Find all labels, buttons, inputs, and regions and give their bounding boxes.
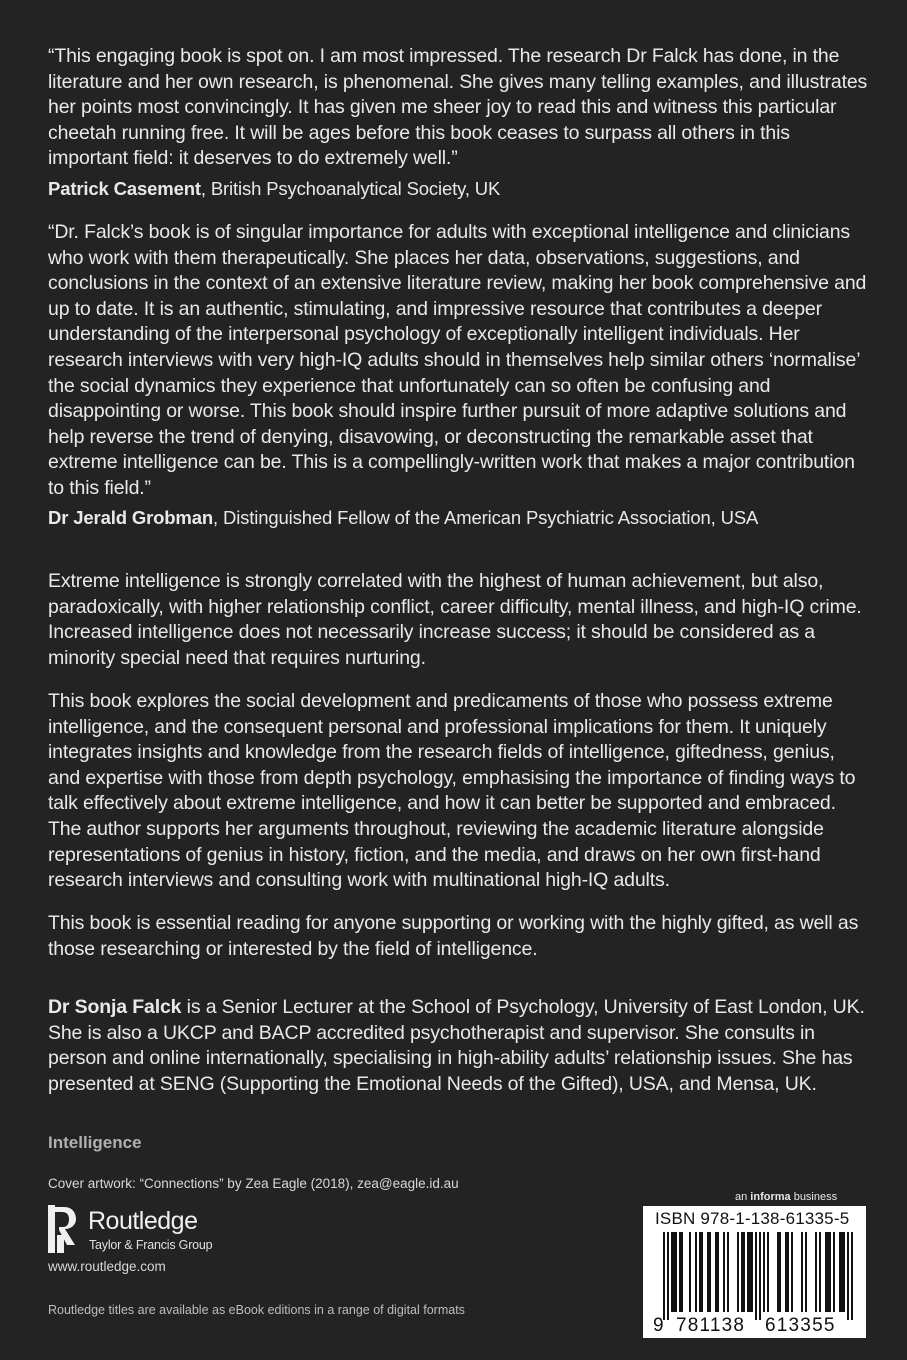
review-affiliation-1: , British Psychoanalytical Society, UK (200, 178, 501, 199)
barcode-bar (751, 1232, 753, 1312)
barcode-bar (675, 1232, 677, 1312)
barcode-bar (689, 1232, 691, 1312)
barcode-bar (727, 1232, 729, 1312)
barcode-bar (833, 1232, 835, 1312)
barcode-bar (663, 1232, 665, 1320)
barcode-bar (825, 1232, 827, 1312)
author-name: Dr Sonja Falck (48, 996, 182, 1018)
cover-artwork-credit: Cover artwork: “Connections” by Zea Eagle (2018), zea@eagle.id.au (48, 1176, 459, 1191)
barcode-bar (747, 1232, 749, 1312)
barcode-bar (717, 1232, 719, 1312)
ebook-note: Routledge titles are available as eBook editions in a range of digital formats (48, 1303, 465, 1317)
barcode-bar (779, 1232, 781, 1312)
informa-business-tag (735, 1191, 837, 1203)
barcode-bar (749, 1232, 751, 1312)
review-attribution-2 (48, 505, 758, 531)
isbn-text: ISBN 978-1-138-61335-5 (655, 1209, 850, 1228)
description-paragraph-2: This book explores the social development and predicaments of those who possess extreme intelligence, and the consequent personal and professional implications for them. It uniquely integrates insights and knowledge from the research fields of intelligence, giftedness, genius, and expertise with those from depth psychology, emphasising the importance of finding ways to talk effectively about extreme intelligence, and how it can better be supported and embraced. The author supports her arguments throughout, reviewing the academic literature alongside representations of genius in history, fiction, and the media, and draws on her own first-hand research interviews and consulting work with multinational high-IQ adults. (48, 690, 856, 892)
barcode-bar (829, 1232, 831, 1312)
publisher-group: Taylor & Francis Group (89, 1238, 213, 1252)
description-paragraph-1: Extreme intelligence is strongly correlated with the highest of human achievement, but also, paradoxically, with higher relationship conflict, career difficulty, mental illness, and high-IQ crime. Increased intelligence does not necessarily increase success; it should be considered as a minority special need that requires nurturing. (48, 570, 862, 669)
ean-first-digit: 9 (653, 1315, 665, 1336)
barcode-bar (737, 1232, 739, 1312)
informa-suffix: business (790, 1191, 838, 1203)
review-affiliation-2: , Distinguished Fellow of the American Psychiatric Association, USA (213, 507, 759, 528)
author-bio (48, 995, 868, 1097)
barcode-bar (671, 1232, 673, 1312)
barcode-bar (707, 1232, 709, 1312)
barcode-bar (667, 1232, 669, 1320)
barcode-bar (851, 1232, 853, 1320)
informa-brand: informa (750, 1191, 791, 1203)
barcode-bar (709, 1232, 711, 1312)
subject-category: Intelligence (48, 1133, 142, 1152)
barcode-bar (841, 1232, 843, 1312)
barcode-bar (839, 1232, 841, 1312)
barcode-bar (827, 1232, 829, 1312)
barcode-bar (819, 1232, 821, 1312)
ean-right-digits: 613355 (765, 1315, 836, 1336)
barcode-bar (777, 1232, 779, 1312)
barcode-bar (805, 1232, 807, 1312)
barcode-bar (787, 1232, 789, 1312)
publisher-name: Routledge (88, 1207, 198, 1235)
barcode-bar (679, 1232, 681, 1312)
barcode-bar (847, 1232, 849, 1320)
barcode-bar (755, 1232, 757, 1320)
barcode-bar (763, 1232, 765, 1312)
isbn-barcode-box (643, 1206, 866, 1338)
barcode-bar (695, 1232, 697, 1312)
review-author-1: Patrick Casement (48, 178, 201, 199)
barcode-bar (815, 1232, 817, 1312)
barcode-bar (785, 1232, 787, 1312)
routledge-r-icon (48, 1205, 80, 1253)
review-quote-2: “Dr. Falck’s book is of singular importance for adults with exceptional intelligence and clinicians who work with them therapeutically. She places her data, observations, suggestions, and conclusions in the context of an extensive literature review, making her book comprehensive and up to date. It is an authentic, stimulating, and impressive resource that contributes a deeper understanding of the interpersonal psychology of exceptionally intelligent individuals. Her research interviews with very high-IQ adults should in themselves help similar others ‘normalise’ the social dynamics they experience that unfortunately can so often be confusing and disappointing or worse. This book should inspire further pursuit of more adaptive solutions and help reverse the trend of denying, disavowing, or deconstructing the remarkable asset that extreme intelligence can be. This is a compellingly-written work that makes a major contribution to this field.” (48, 221, 867, 499)
barcode-bar (741, 1232, 743, 1312)
barcode-bar (767, 1232, 769, 1312)
barcode-bar (723, 1232, 725, 1312)
ean-left-digits: 781138 (676, 1315, 746, 1336)
barcode-bar (801, 1232, 803, 1312)
review-attribution-1 (48, 176, 500, 202)
informa-prefix: an (735, 1191, 751, 1203)
barcode-bar (701, 1232, 703, 1312)
barcode-bar (681, 1232, 683, 1312)
description-paragraph-3: This book is essential reading for anyone supporting or working with the highly gifted, as well as those researching or interested by the field of intelligence. (48, 912, 859, 960)
barcode-bars (655, 1232, 855, 1320)
barcode-bar (791, 1232, 793, 1312)
barcode-bar (715, 1232, 717, 1312)
barcode-bar (743, 1232, 745, 1312)
barcode-bar (699, 1232, 701, 1312)
author-bio-text: is a Senior Lecturer at the School of Psychology, University of East London, UK. She is also a UKCP and BACP accredited psychotherapist and supervisor. She consults in person and online internationally, specialising in high-ability adults’ relationship issues. She has presented at SENG (Supporting the Emotional Needs of the Gifted), USA, and Mensa, UK. (48, 996, 865, 1095)
publisher-logo (48, 1205, 268, 1255)
barcode-bar (759, 1232, 761, 1320)
barcode-bar (843, 1232, 845, 1312)
barcode-bar (673, 1232, 675, 1312)
publisher-website: www.routledge.com (48, 1259, 166, 1274)
review-quote-1: “This engaging book is spot on. I am most impressed. The research Dr Falck has done, in the literature and her own research, is phenomenal. She gives many telling examples, and illustrates her points most convincingly. It has given me sheer joy to read this and witness this particular cheetah running free. It will be ages before this book ceases to surpass all others in this important field: it deserves to do extremely well.” (48, 45, 868, 170)
review-author-2: Dr Jerald Grobman (48, 507, 214, 528)
